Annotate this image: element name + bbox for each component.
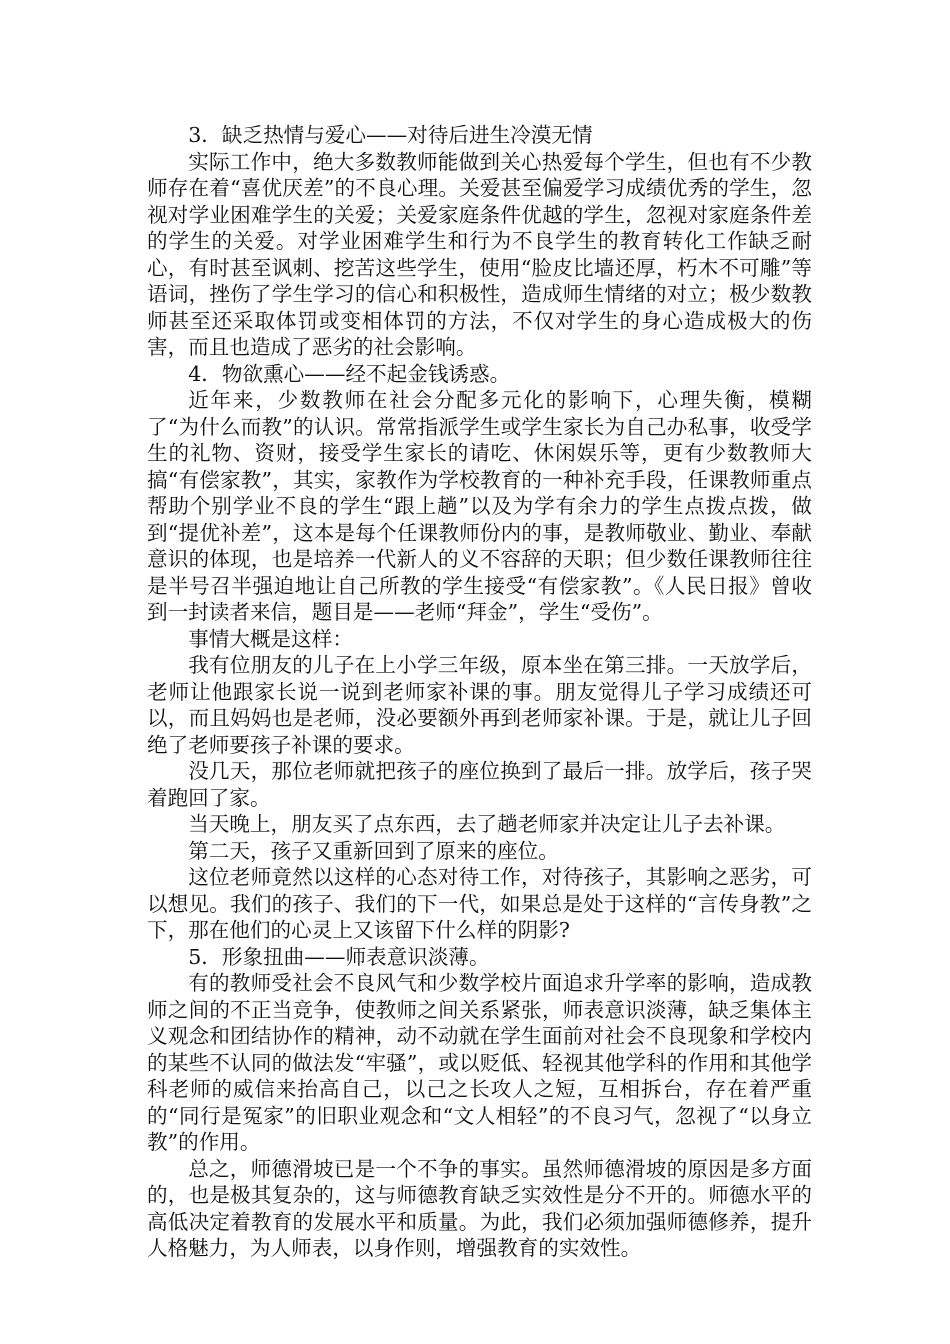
conclusion-paragraph: 总之，师德滑坡已是一个不争的事实。虽然师德滑坡的原因是多方面的，也是极其复杂的，这与师德教育缺乏实效性是分不开的。师德水平的高低决定着教育的发展水平和质量。为此，我们必须加强师德修养，提升人格魅力，为人师表，以身作则，增强教育的实效性。: [147, 1156, 812, 1260]
body-paragraph: 近年来，少数教师在社会分配多元化的影响下，心理失衡，模糊了“为什么而教”的认识。常常指派学生或学生家长为自己办私事，收受学生的礼物、资财，接受学生家长的请吃、休闲娱乐等，更有少数教师大搞“有偿家教”，其实，家教作为学校教育的一种补充手段，任课教师重点帮助个别学业不良的学生“跟上趟”以及为学有余力的学生点拨点拨，做到“提优补差”，这本是每个任课教师份内的事，是教师敬业、勤业、奉献意识的体现，也是培养一代新人的义不容辞的天职；但少数任课教师往往是半号召半强迫地让自己所教的学生接受“有偿家教”。《人民日报》曾收到一封读者来信，题目是——老师“拜金”，学生“受伤”。: [147, 388, 812, 624]
body-paragraph: 有的教师受社会不良风气和少数学校片面追求升学率的影响，造成教师之间的不正当竞争，使教师之间关系紧张，师表意识淡薄，缺乏集体主义观念和团结协作的精神，动不动就在学生面前对社会不良现象和学校内的某些不认同的做法发“牢骚”，或以贬低、轻视其他学科的作用和其他学科老师的威信来抬高自己，以己之长攻人之短，互相拆台，存在着严重的“同行是冤家”的旧职业观念和“文人相轻”的不良习气，忽视了“以身立教”的作用。: [147, 971, 812, 1154]
section-heading-5: 5．形象扭曲——师表意识淡薄。: [188, 944, 490, 969]
section-heading-3: 3．缺乏热情与爱心——对待后进生冷漠无情: [188, 123, 593, 147]
section-heading-4: 4．物欲熏心——经不起金钱诱惑。: [188, 361, 511, 386]
body-paragraph: 我有位朋友的儿子在上小学三年级，原本坐在第三排。一天放学后，老师让他跟家长说一说到老师家补课的事。朋友觉得儿子学习成绩还可以，而且妈妈也是老师，没必要额外再到老师家补课。于是，就让儿子回绝了老师要孩子补课的要求。: [147, 653, 812, 757]
body-paragraph: 实际工作中，绝大多数教师能做到关心热爱每个学生，但也有不少教师存在着“喜优厌差”的不良心理。关爱甚至偏爱学习成绩优秀的学生，忽视对学业困难学生的关爱；关爱家庭条件优越的学生，忽视对家庭条件差的学生的关爱。对学业困难学生和行为不良学生的教育转化工作缺乏耐心，有时甚至讽刺、挖苦这些学生，使用“脸皮比墙还厚，朽木不可雕”等语词，挫伤了学生学习的信心和积极性，造成师生情绪的对立；极少数教师甚至还采取体罚或变相体罚的方法，不仅对学生的身心造成极大的伤害，而且也造成了恶劣的社会影响。: [147, 149, 812, 359]
document-body: [147, 122, 812, 1262]
body-paragraph: 没几天，那位老师就把孩子的座位换到了最后一排。放学后，孩子哭着跑回了家。: [147, 759, 812, 810]
body-paragraph: 第二天，孩子又重新回到了原来的座位。: [188, 838, 559, 863]
body-paragraph: 事情大概是这样：: [188, 626, 353, 651]
body-paragraph: 当天晚上，朋友买了点东西，去了趟老师家并决定让儿子去补课。: [188, 812, 786, 836]
body-paragraph: 这位老师竟然以这样的心态对待工作，对待孩子，其影响之恶劣，可以想见。我们的孩子、我们的下一代，如果总是处于这样的“言传身教”之下，那在他们的心灵上又该留下什么样的阴影?: [147, 865, 812, 942]
